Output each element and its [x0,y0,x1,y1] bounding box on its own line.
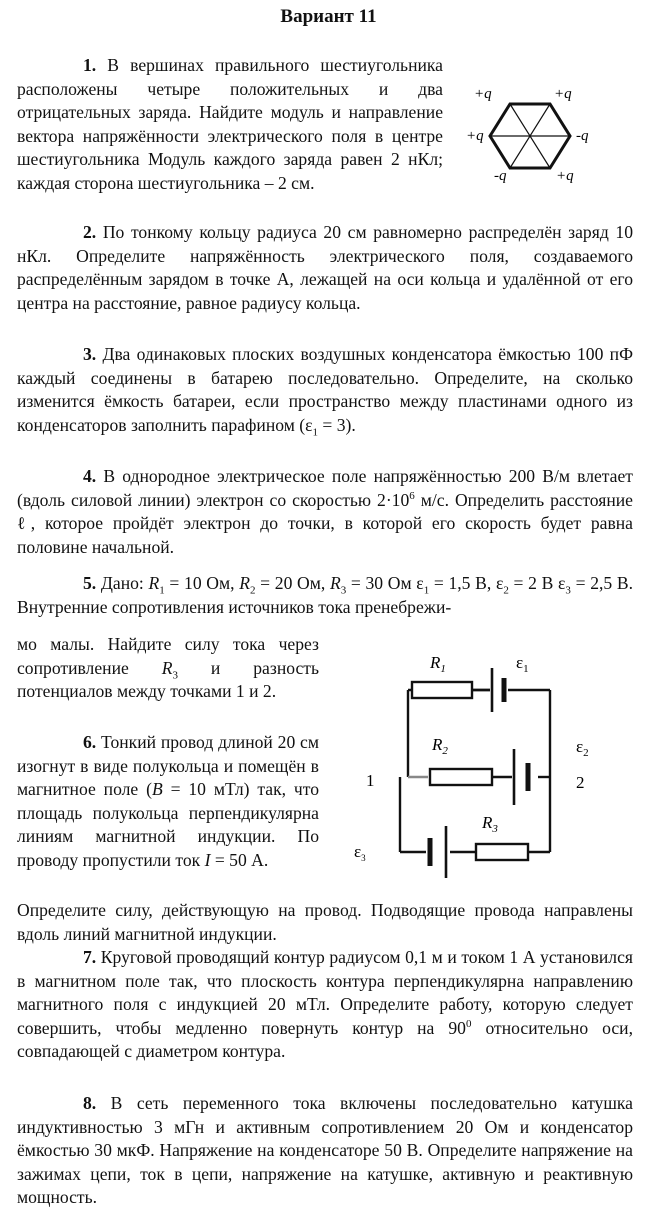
problem-4-exponent: 6 [409,489,415,502]
label-r1: $R_1$ [430,653,446,675]
problem-6-continuation [17,899,633,946]
problem-4 [17,465,633,559]
problem-3-eps-sub: 1 [312,426,319,439]
label-r2: $R_2$ [432,735,448,757]
problem-1-number: 1. [83,55,97,75]
problem-3-number: 3. [83,344,97,364]
label-node-2: 2 [576,773,585,792]
problem-5-given: Дано: [100,573,144,593]
problem-3-text: Два одинаковых плоских воздушных конденсатора ёмкостью 100 пФ каждый соединены в батарею последовательно. Определите, на сколько изменится ёмкость батареи, если пространство между пластинами одного из конденсаторов заполнить парафином (ε [17,344,633,435]
problem-7-degree: 0 [465,1017,472,1030]
problem-3-text-end: = 3). [318,414,356,435]
charge-label-top-right: +q [554,86,572,102]
problem-8-number: 8. [83,1093,97,1113]
problem-1-text: В вершинах правильного шестиугольника расположены четыре положительных и два отрицательных заряда. Найдите модуль и направление вектора напряжённости электрического поля в центре шестиугольника Модуль каждого заряда равен 2 нКл; каждая сторона шестиугольника – 2 см. [17,55,443,193]
charge-label-left: +q [466,128,484,144]
problem-8 [17,1092,633,1210]
circuit-diagram [348,642,648,890]
charge-label-bottom-left: -q [494,168,507,184]
hexagon-diagonals [490,104,570,168]
problem-6-text: Тонкий провод длиной 20 см изогнут в виде полукольца и помещён в магнитное поле (B = 10 мТл) так, что площадь полукольца перпендикулярна линиям магнитной индукции. По проводу пропустили ток I = 50 А. [17,732,319,870]
problem-8-text: В сеть переменного тока включены последовательно катушка индуктивностью 3 мГн и активным сопротивлением 20 Ом и конденсатор ёмкостью 30 мкФ. Напряжение на конденсаторе 50 В. Определите напряжение на зажимах цепи, ток в цепи, напряжение на катушке, активную и реактивную мощность. [17,1093,633,1207]
problem-5-cont-text: мо малы. Найдите силу тока через сопротивление $R_3$ и разность потенциалов между точками 1 и 2. [17,634,319,701]
resistor-r1 [412,682,472,698]
problem-7-number: 7. [83,947,97,967]
problem-6-number: 6. [83,732,97,752]
problem-4-number: 4. [83,466,97,486]
variant-title: Вариант 11 [280,6,377,27]
problem-7-text-end: относительно оси, совпадающей с диаметром контура. [17,1017,633,1061]
hexagon-charges-diagram [452,84,602,184]
problem-5-continuation [17,633,319,704]
label-e2: $\varepsilon_2$ [576,737,589,759]
problem-4-text-end: м/с. Определить расстояние ℓ, которое пройдёт электрон до точки, в которой его скорость будет равна половине начальной. [17,489,633,557]
problem-3 [17,343,633,437]
label-e1: $\varepsilon_1$ [516,653,529,675]
charge-label-right: -q [576,128,589,144]
problem-5-number: 5. [83,573,97,593]
problem-5: 5. Дано: $R_1 = 10$ Ом, $R_2 = 20$ Ом, $R_3 = 30$ Ом $\varepsilon_1 = 1,5$ В, $\varepsilon_2 = 2$ В $\varepsilon_3 = 2,5$ В. Внутренние сопротивления источников тока пренебрежи- [17,573,633,617]
problem-7 [17,946,633,1064]
problem-2 [17,221,633,315]
label-e3: $\varepsilon_3$ [354,842,366,863]
problem-5-text-visible: = 2,5 В. Внутренние сопротивления источников тока пренебрежи- [17,573,633,617]
resistor-r3 [476,844,528,860]
resistor-r2 [430,769,492,785]
charge-label-top-left: +q [474,86,492,102]
label-r3: $R_3$ [482,813,498,835]
problem-6 [17,731,319,872]
charge-label-bottom-right: +q [556,168,574,184]
problem-7-text: Круговой проводящий контур радиусом 0,1 м и током 1 А установился в магнитном поле так, что плоскость контура перпендикулярна направлению магнитного поля с индукцией 20 мТл. Определите работу, которую следует совершить, чтобы медленно повернуть контур на 90 [17,947,633,1038]
label-node-1: 1 [366,771,375,790]
problem-4-text: В однородное электрическое поле напряжённостью 200 В/м влетает (вдоль силовой линии) электрон со скоростью 2·10 [17,466,633,510]
problem-6-cont-text: Определите силу, действующую на провод. Подводящие провода направлены вдоль линий магнитной индукции. [17,900,633,944]
problem-2-number: 2. [83,222,97,242]
problem-1 [17,54,443,195]
problem-2-text: По тонкому кольцу радиуса 20 см равномерно распределён заряд 10 нКл. Определите напряжённость электрического поля, создаваемого распределённым зарядом в точке А, лежащей на оси кольца и удалённой от его центра на расстояние, равное радиусу кольца. [17,222,633,313]
